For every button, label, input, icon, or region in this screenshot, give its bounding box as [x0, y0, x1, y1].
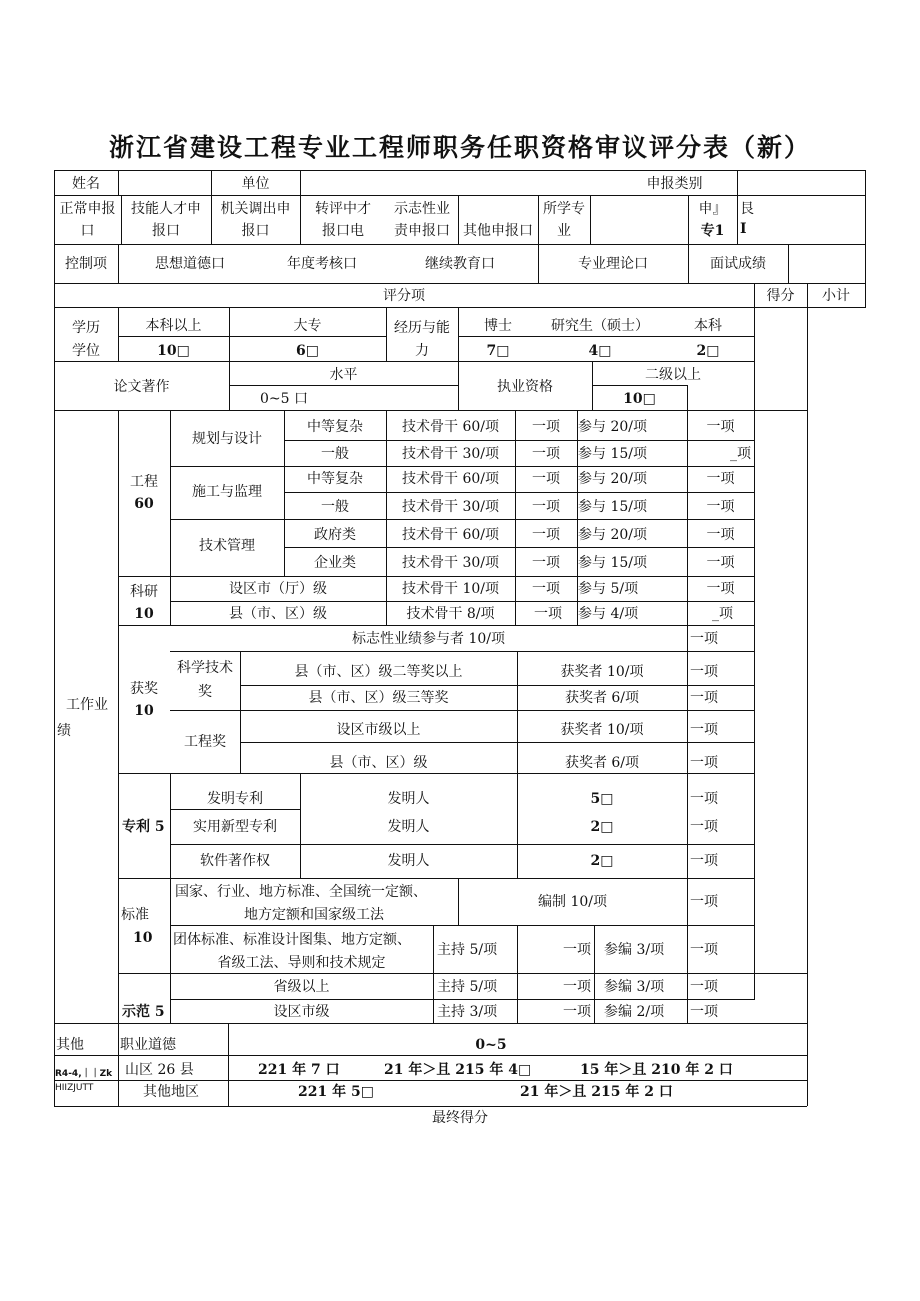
mountain-val-3[interactable]: 15 年＞且 210 年 2 口	[580, 1062, 733, 1078]
degree-label: 学位	[72, 343, 100, 359]
demo-r2-host: 主持 3/项	[437, 1004, 498, 1020]
award-top: 标志性业绩参与者 10/项	[352, 631, 505, 647]
other-area-val-2[interactable]: 21 年＞且 215 年 2 口	[520, 1084, 673, 1100]
research-label: 科研	[130, 584, 158, 600]
sci-r1-cnt[interactable]: 一项	[690, 664, 718, 680]
eng-r6-part: 参与 15/项	[578, 555, 647, 571]
std-r2-cnt1[interactable]: 一项	[563, 942, 591, 958]
patent-r3-val[interactable]: 2□	[590, 853, 614, 869]
ethic-value[interactable]: 0~5	[475, 1037, 507, 1053]
research-value: 10	[134, 606, 154, 622]
patent-r1-who: 发明人	[387, 791, 430, 807]
patent-r2-type: 实用新型专利	[193, 819, 277, 835]
sci-r2-level: 县（市、区）级三等奖	[308, 690, 449, 706]
sci-label: 科学技术	[177, 660, 233, 676]
eng-r4-cnt1[interactable]: 一项	[532, 499, 560, 515]
std-r1-desc1: 国家、行业、地方标准、全国统一定额、	[175, 884, 427, 900]
eng-r1-core: 技术骨干 60/项	[402, 419, 499, 435]
eng-r3-core: 技术骨干 60/项	[402, 471, 499, 487]
eng-award-label: 工程奖	[184, 734, 226, 750]
apply-transfer-check[interactable]: 报口电	[322, 223, 364, 239]
research-r2-cnt2[interactable]: _项	[712, 606, 733, 622]
award-label: 获奖	[130, 681, 158, 697]
exp-label-2: 力	[415, 343, 429, 359]
eng-award-r1-cnt[interactable]: 一项	[690, 722, 718, 738]
research-r1-level: 设区市（厅）级	[229, 581, 327, 597]
unit-label: 单位	[241, 176, 270, 192]
research-r2-part: 参与 4/项	[578, 606, 639, 622]
score-item-header: 评分项	[383, 288, 425, 304]
apply-major-label-2: 专1	[700, 223, 725, 239]
demo-r2-level: 设区市级	[273, 1004, 330, 1020]
side-note-2: HIIZJUTT	[55, 1083, 94, 1093]
apply-other[interactable]: 其他申报口	[463, 223, 533, 239]
edu-college: 大专	[293, 318, 322, 334]
apply-skill-check[interactable]: 报口	[152, 223, 180, 239]
apply-normal-check[interactable]: 口	[80, 223, 95, 239]
demo-r1-co: 参编 3/项	[604, 979, 665, 995]
mountain-label: 山区 26 县	[125, 1062, 194, 1078]
std-r1-desc2: 地方定额和国家级工法	[244, 907, 384, 923]
eng-r3-level: 中等复杂	[307, 471, 363, 487]
eng-r5-part: 参与 20/项	[578, 527, 647, 543]
paper-label: 论文著作	[113, 379, 170, 395]
patent-label: 专利 5	[122, 819, 165, 835]
eng-r2-level: 一般	[321, 446, 349, 462]
ethic-label: 职业道德	[120, 1037, 176, 1053]
sci-r2-cnt[interactable]: 一项	[690, 690, 718, 706]
apply-skill[interactable]: 技能人才申	[131, 201, 201, 217]
page-title: 浙江省建设工程专业工程师职务任职资格审议评分表（新）	[108, 133, 811, 162]
eng-award-r2-winner: 获奖者 6/项	[564, 755, 640, 771]
eng-r1-level: 中等复杂	[307, 419, 363, 435]
eng-award-r1-winner: 获奖者 10/项	[560, 722, 644, 738]
qual-level: 二级以上	[645, 367, 701, 383]
eng-r6-cnt1[interactable]: 一项	[532, 555, 560, 571]
mountain-val-1[interactable]: 221 年 7 口	[258, 1062, 340, 1078]
major-label: 所学专	[543, 201, 585, 217]
exp-master: 研究生（硕士）	[551, 318, 649, 334]
research-r2-cnt1[interactable]: 一项	[534, 606, 562, 622]
paper-value[interactable]: 0~5 口	[260, 391, 308, 407]
std-r2-host: 主持 5/项	[437, 942, 498, 958]
eng-r6-level: 企业类	[314, 555, 356, 571]
eng-label: 工程	[130, 474, 158, 490]
eng-r5-core: 技术骨干 60/项	[402, 527, 499, 543]
std-r2-desc1: 团体标准、标准设计图集、地方定额、	[173, 932, 411, 948]
research-r1-part: 参与 5/项	[578, 581, 639, 597]
control-interview: 面试成绩	[710, 256, 766, 272]
other-area-label: 其他地区	[143, 1084, 199, 1100]
exp-label: 经历与能	[394, 320, 450, 336]
eng-group-construct: 施工与监理	[192, 484, 262, 500]
edu-bachelor-value[interactable]: 10□	[157, 343, 190, 359]
edu-college-value[interactable]: 6□	[296, 343, 319, 359]
patent-r2-val[interactable]: 2□	[590, 819, 614, 835]
patent-r1-cnt[interactable]: 一项	[690, 791, 718, 807]
apply-extra-2: I	[740, 221, 747, 237]
eng-r3-cnt1[interactable]: 一项	[532, 471, 560, 487]
patent-r3-cnt[interactable]: 一项	[690, 853, 718, 869]
patent-r1-type: 发明专利	[207, 791, 263, 807]
research-r2-core: 技术骨干 8/项	[406, 606, 495, 622]
research-r2-level: 县（市、区）级	[229, 606, 327, 622]
control-annual[interactable]: 年度考核口	[287, 256, 357, 272]
eng-r2-core: 技术骨干 30/项	[402, 446, 499, 462]
eng-r1-part: 参与 20/项	[578, 419, 647, 435]
demo-r1-level: 省级以上	[273, 979, 330, 995]
research-r1-cnt1[interactable]: 一项	[532, 581, 560, 597]
patent-r1-val[interactable]: 5□	[590, 791, 614, 807]
eng-value: 60	[134, 496, 154, 512]
std-r2-desc2: 省级工法、导则和技术规定	[217, 955, 386, 971]
demo-label: 示范 5	[122, 1004, 165, 1020]
award-top-cnt[interactable]: 一项	[690, 631, 718, 647]
eng-r4-cnt2[interactable]: 一项	[706, 499, 735, 515]
patent-r3-who: 发明人	[387, 853, 430, 869]
control-education[interactable]: 继续教育口	[425, 256, 495, 272]
std-label: 标准	[121, 907, 149, 923]
other-label: 其他	[56, 1037, 84, 1053]
apply-type-label: 申报类别	[646, 176, 703, 192]
eng-r4-level: 一般	[321, 499, 349, 515]
eng-group-plan: 规划与设计	[192, 431, 262, 447]
score-header: 得分	[766, 288, 795, 304]
std-r2-cnt2[interactable]: 一项	[690, 942, 718, 958]
eng-award-r2-level: 县（市、区）级	[329, 755, 428, 771]
apply-normal[interactable]: 正常申报	[59, 201, 116, 217]
sci-r2-winner: 获奖者 6/项	[564, 690, 640, 706]
qual-label: 执业资格	[497, 379, 553, 395]
std-r1-edit: 编制 10/项	[538, 894, 607, 910]
eng-r6-core: 技术骨干 30/项	[402, 555, 499, 571]
eng-r4-part: 参与 15/项	[578, 499, 647, 515]
eng-award-r2-cnt[interactable]: 一项	[690, 755, 718, 771]
final-score-label: 最终得分	[432, 1110, 488, 1126]
eng-r1-cnt1[interactable]: 一项	[532, 419, 560, 435]
other-area-val-1[interactable]: 221 年 5□	[298, 1084, 374, 1100]
demo-r2-cnt2[interactable]: 一项	[690, 1004, 718, 1020]
qual-value[interactable]: 10□	[623, 391, 656, 407]
demo-r1-cnt2[interactable]: 一项	[690, 979, 718, 995]
eng-r5-cnt2[interactable]: 一项	[706, 527, 735, 543]
apply-landmark-check[interactable]: 责申报口	[394, 223, 450, 239]
name-label: 姓名	[72, 176, 100, 192]
sci-r1-level: 县（市、区）级二等奖以上	[294, 664, 463, 680]
eng-r5-level: 政府类	[314, 527, 356, 543]
mountain-val-2[interactable]: 21 年＞且 215 年 4□	[384, 1062, 532, 1078]
sci-r1-winner: 获奖者 10/项	[560, 664, 644, 680]
control-label: 控制项	[65, 256, 107, 272]
patent-r3-type: 软件著作权	[200, 853, 270, 869]
control-theory[interactable]: 专业理论口	[578, 256, 648, 272]
eng-r5-cnt1[interactable]: 一项	[532, 527, 560, 543]
eng-r1-cnt2[interactable]: 一项	[706, 419, 735, 435]
eng-r2-cnt2[interactable]: _项	[730, 446, 751, 462]
std-r1-cnt[interactable]: 一项	[690, 894, 718, 910]
eng-award-r1-level: 设区市级以上	[336, 722, 421, 738]
apply-landmark[interactable]: 示志性业	[394, 201, 450, 217]
demo-r1-host: 主持 5/项	[437, 979, 498, 995]
apply-transfer[interactable]: 转评中才	[315, 201, 371, 217]
control-ethics[interactable]: 思想道德口	[155, 256, 225, 272]
apply-agency-check[interactable]: 报口	[241, 223, 270, 239]
eng-r3-cnt2[interactable]: 一项	[706, 471, 735, 487]
eng-r2-cnt1[interactable]: 一项	[532, 446, 560, 462]
exp-master-value[interactable]: 4□	[588, 343, 612, 359]
apply-agency[interactable]: 机关调出申	[220, 201, 291, 217]
exp-bachelor-value[interactable]: 2□	[696, 343, 720, 359]
subtotal-header: 小计	[822, 288, 850, 304]
work-label: 工作业	[66, 697, 108, 713]
demo-r1-cnt1[interactable]: 一项	[563, 979, 591, 995]
eng-r3-part: 参与 20/项	[578, 471, 647, 487]
patent-r2-cnt[interactable]: 一项	[690, 819, 718, 835]
paper-level: 水平	[329, 367, 358, 383]
edu-bachelor-plus: 本科以上	[145, 318, 202, 334]
demo-r2-co: 参编 2/项	[604, 1004, 665, 1020]
exp-phd: 博士	[484, 318, 512, 334]
eng-r4-core: 技术骨干 30/项	[402, 499, 499, 515]
patent-r2-who: 发明人	[387, 819, 430, 835]
eng-r2-part: 参与 15/项	[578, 446, 647, 462]
exp-bachelor: 本科	[694, 318, 722, 334]
demo-r2-cnt1[interactable]: 一项	[563, 1004, 591, 1020]
apply-extra: 艮	[740, 201, 754, 217]
std-value: 10	[133, 930, 153, 946]
exp-phd-value[interactable]: 7□	[486, 343, 510, 359]
research-r1-cnt2[interactable]: 一项	[706, 581, 735, 597]
eng-group-manage: 技术管理	[199, 538, 255, 554]
std-r2-co: 参编 3/项	[604, 942, 665, 958]
sci-label-2: 奖	[198, 684, 212, 700]
eng-r6-cnt2[interactable]: 一项	[706, 555, 735, 571]
edu-label: 学历	[72, 320, 100, 336]
major-label-2: 业	[557, 223, 571, 239]
award-value: 10	[134, 703, 154, 719]
apply-major-label: 申』	[698, 201, 727, 217]
research-r1-core: 技术骨干 10/项	[402, 581, 499, 597]
work-label-2: 绩	[57, 723, 71, 739]
side-note-1: R4-4,｜｜Zk	[55, 1069, 113, 1079]
